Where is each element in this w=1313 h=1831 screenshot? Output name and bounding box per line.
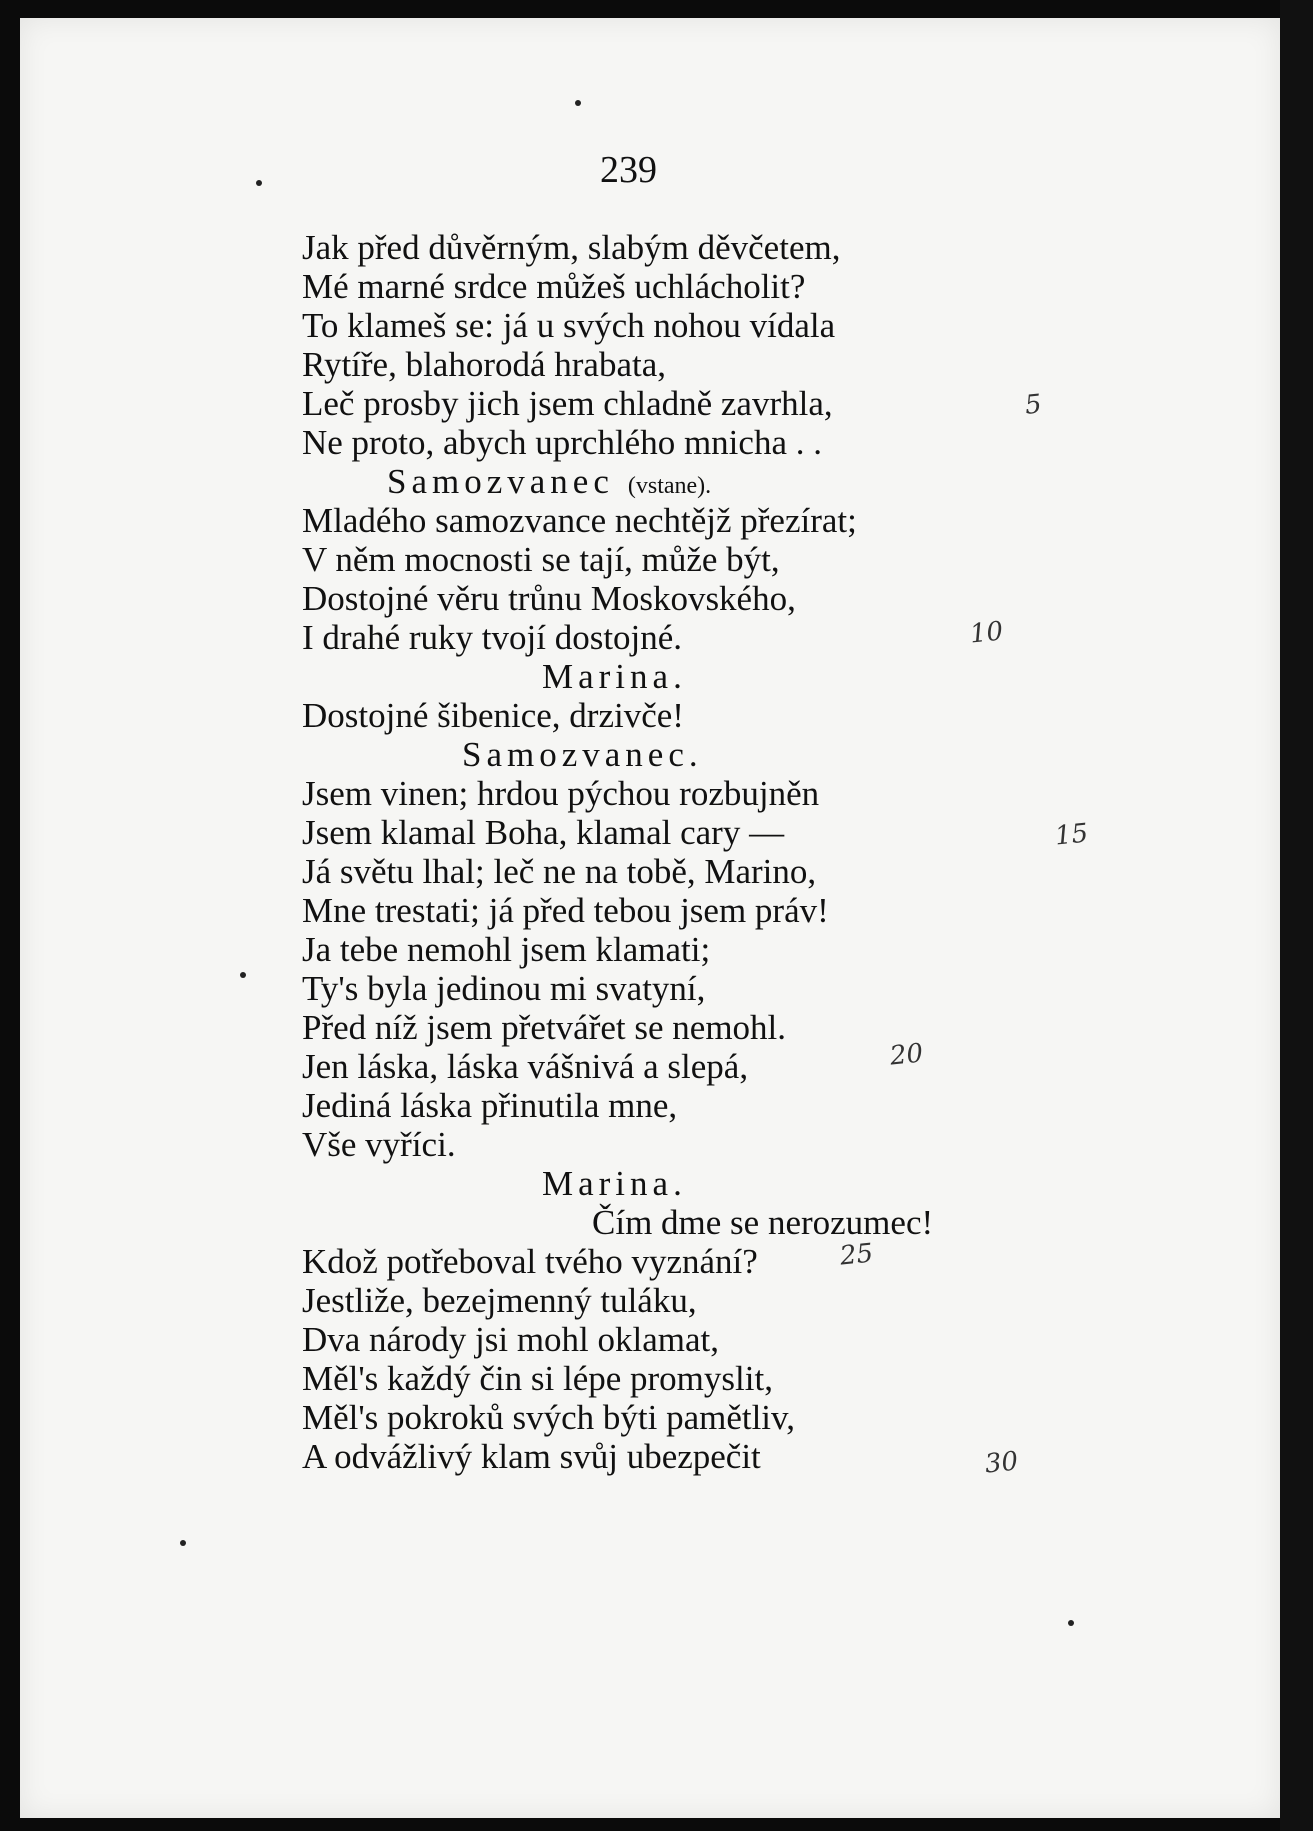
margin-note: 25 <box>838 1238 875 1272</box>
speaker-line <box>302 1164 1202 1203</box>
verse-line: Před níž jsem přetvářet se nemohl. <box>302 1008 787 1047</box>
verse-text <box>302 228 1202 1476</box>
paper-speck <box>575 100 581 106</box>
paper-speck <box>240 972 246 978</box>
page-number: 239 <box>600 149 657 191</box>
speaker-line <box>302 462 1202 501</box>
margin-note: 30 <box>983 1446 1020 1480</box>
verse-line: I drahé ruky tvojí dostojné. <box>302 618 683 657</box>
verse-line: Dostojné šibenice, drzivče! <box>302 696 684 735</box>
verse-line: Mne trestati; já před tebou jsem práv! <box>302 891 829 930</box>
paper-speck <box>256 180 262 186</box>
verse-line: Ne proto, abych uprchlého mnicha . . <box>302 423 822 462</box>
verse-line: Vše vyříci. <box>302 1125 456 1164</box>
verse-line: Jsem vinen; hrdou pýchou rozbujněn <box>302 774 820 813</box>
verse-line: Čím dme se nerozumec! <box>592 1203 934 1242</box>
verse-line: Mé marné srdce můžeš uchlácholit? <box>302 267 806 306</box>
verse-line: Dva národy jsi mohl oklamat, <box>302 1320 720 1359</box>
verse-line: Já světu lhal; leč ne na tobě, Marino, <box>302 852 817 891</box>
margin-note: 10 <box>968 616 1005 650</box>
speaker-name: Marina. <box>542 657 687 696</box>
verse-line: Jestliže, bezejmenný tuláku, <box>302 1281 697 1320</box>
verse-line: Jsem klamal Boha, klamal cary — <box>302 813 785 852</box>
stage-direction: (vstane). <box>627 473 712 499</box>
verse-line: To klameš se: já u svých nohou vídala <box>302 306 836 345</box>
speaker-line <box>302 735 1202 774</box>
paper-speck <box>1068 1620 1074 1626</box>
margin-note: 15 <box>1053 818 1090 852</box>
verse-line: V něm mocnosti se tají, může být, <box>302 540 780 579</box>
speaker-name: Samozvanec <box>387 462 614 501</box>
paper-speck <box>180 1540 186 1546</box>
page-edge-shadow <box>1280 0 1313 1831</box>
verse-line: Jak před důvěrným, slabým děvčetem, <box>302 228 841 267</box>
verse-line: Měl's pokroků svých býti pamětliv, <box>302 1398 796 1437</box>
verse-line: Mladého samozvance nechtějž přezírat; <box>302 501 857 540</box>
verse-line: A odvážlivý klam svůj ubezpečit <box>302 1437 761 1476</box>
verse-line: Kdož potřeboval tvého vyznání? <box>302 1242 758 1281</box>
verse-line: Ja tebe nemohl jsem klamati; <box>302 930 711 969</box>
verse-line: Rytíře, blahorodá hrabata, <box>302 345 667 384</box>
speaker-name: Samozvanec. <box>462 735 703 774</box>
verse-line: Ty's byla jedinou mi svatyní, <box>302 969 706 1008</box>
verse-line: Dostojné věru trůnu Moskovského, <box>302 579 796 618</box>
speaker-line <box>302 657 1202 696</box>
verse-line: Měl's každý čin si lépe promyslit, <box>302 1359 773 1398</box>
verse-line: Jen láska, láska vášnivá a slepá, <box>302 1047 749 1086</box>
margin-note: 20 <box>888 1038 925 1072</box>
speaker-name: Marina. <box>542 1164 687 1203</box>
verse-line: Jediná láska přinutila mne, <box>302 1086 678 1125</box>
margin-note: 5 <box>1023 389 1044 421</box>
verse-line: Leč prosby jich jsem chladně zavrhla, <box>302 384 833 423</box>
